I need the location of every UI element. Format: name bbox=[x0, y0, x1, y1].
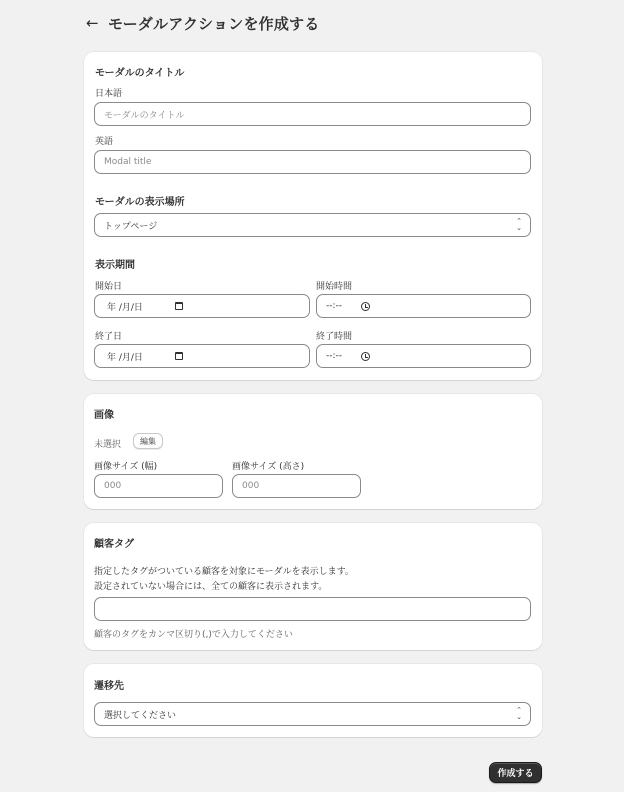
destination-card bbox=[84, 664, 542, 737]
destination-section-title: 遷移先 bbox=[94, 681, 124, 692]
start-date-input[interactable] bbox=[94, 294, 310, 318]
select-chevron-icon: ⌃ ⌄ bbox=[516, 706, 522, 721]
image-height-label: 画像サイズ (高さ) bbox=[232, 462, 305, 472]
image-height-placeholder: 000 bbox=[242, 481, 260, 491]
en-title-label: 英語 bbox=[95, 137, 114, 147]
calendar-icon[interactable] bbox=[175, 302, 183, 310]
ja-title-input[interactable] bbox=[94, 102, 531, 126]
en-title-input[interactable] bbox=[94, 150, 531, 174]
customer-tags-card bbox=[84, 523, 542, 650]
clock-icon[interactable] bbox=[361, 302, 370, 311]
image-height-input[interactable] bbox=[232, 474, 361, 498]
display-location-section-title: モーダルの表示場所 bbox=[95, 197, 185, 208]
display-location-value: トップページ bbox=[104, 221, 158, 232]
page-header bbox=[86, 12, 319, 34]
customer-tags-help: 顧客のタグをカンマ区切り(,)で入力してください bbox=[94, 630, 293, 640]
customer-tags-input[interactable] bbox=[94, 597, 531, 621]
create-button[interactable]: 作成する bbox=[489, 762, 542, 783]
customer-tags-section-title: 顧客タグ bbox=[94, 539, 134, 550]
image-card bbox=[84, 394, 542, 509]
image-status: 未選択 bbox=[94, 440, 122, 450]
end-date-value: 年 /月/日 bbox=[107, 352, 143, 363]
ja-title-label: 日本語 bbox=[95, 89, 123, 99]
clock-icon[interactable] bbox=[361, 352, 370, 361]
start-time-input[interactable] bbox=[316, 294, 531, 318]
start-date-value: 年 /月/日 bbox=[107, 302, 143, 313]
image-section-title: 画像 bbox=[94, 410, 114, 421]
page-title: モーダルアクションを作成する bbox=[108, 14, 320, 33]
end-date-input[interactable] bbox=[94, 344, 310, 368]
calendar-icon[interactable] bbox=[175, 352, 183, 360]
start-time-value: --:-- bbox=[326, 301, 343, 311]
ja-title-placeholder: モーダルのタイトル bbox=[104, 110, 185, 121]
end-date-label: 終了日 bbox=[95, 332, 123, 342]
edit-image-button[interactable]: 編集 bbox=[133, 433, 163, 449]
customer-tags-description-2: 設定されていない場合には、全ての顧客に表示されます。 bbox=[94, 582, 328, 592]
start-date-label: 開始日 bbox=[95, 282, 123, 292]
start-time-label: 開始時間 bbox=[316, 282, 353, 292]
basic-settings-card bbox=[84, 52, 542, 380]
back-arrow-icon[interactable]: ← bbox=[86, 14, 99, 32]
image-width-input[interactable] bbox=[94, 474, 223, 498]
display-period-section-title: 表示期間 bbox=[95, 260, 135, 271]
end-time-input[interactable] bbox=[316, 344, 531, 368]
image-width-placeholder: 000 bbox=[104, 481, 122, 491]
en-title-placeholder: Modal title bbox=[104, 157, 152, 167]
image-width-label: 画像サイズ (幅) bbox=[94, 462, 158, 472]
select-chevron-icon: ⌃ ⌄ bbox=[516, 217, 522, 232]
destination-value: 選択してください bbox=[104, 710, 177, 721]
customer-tags-description-1: 指定したタグがついている顧客を対象にモーダルを表示します。 bbox=[94, 567, 354, 577]
end-time-label: 終了時間 bbox=[316, 332, 353, 342]
destination-select[interactable] bbox=[94, 702, 531, 726]
modal-title-section-title: モーダルのタイトル bbox=[95, 68, 185, 79]
display-location-select[interactable] bbox=[94, 213, 531, 237]
end-time-value: --:-- bbox=[326, 351, 343, 361]
